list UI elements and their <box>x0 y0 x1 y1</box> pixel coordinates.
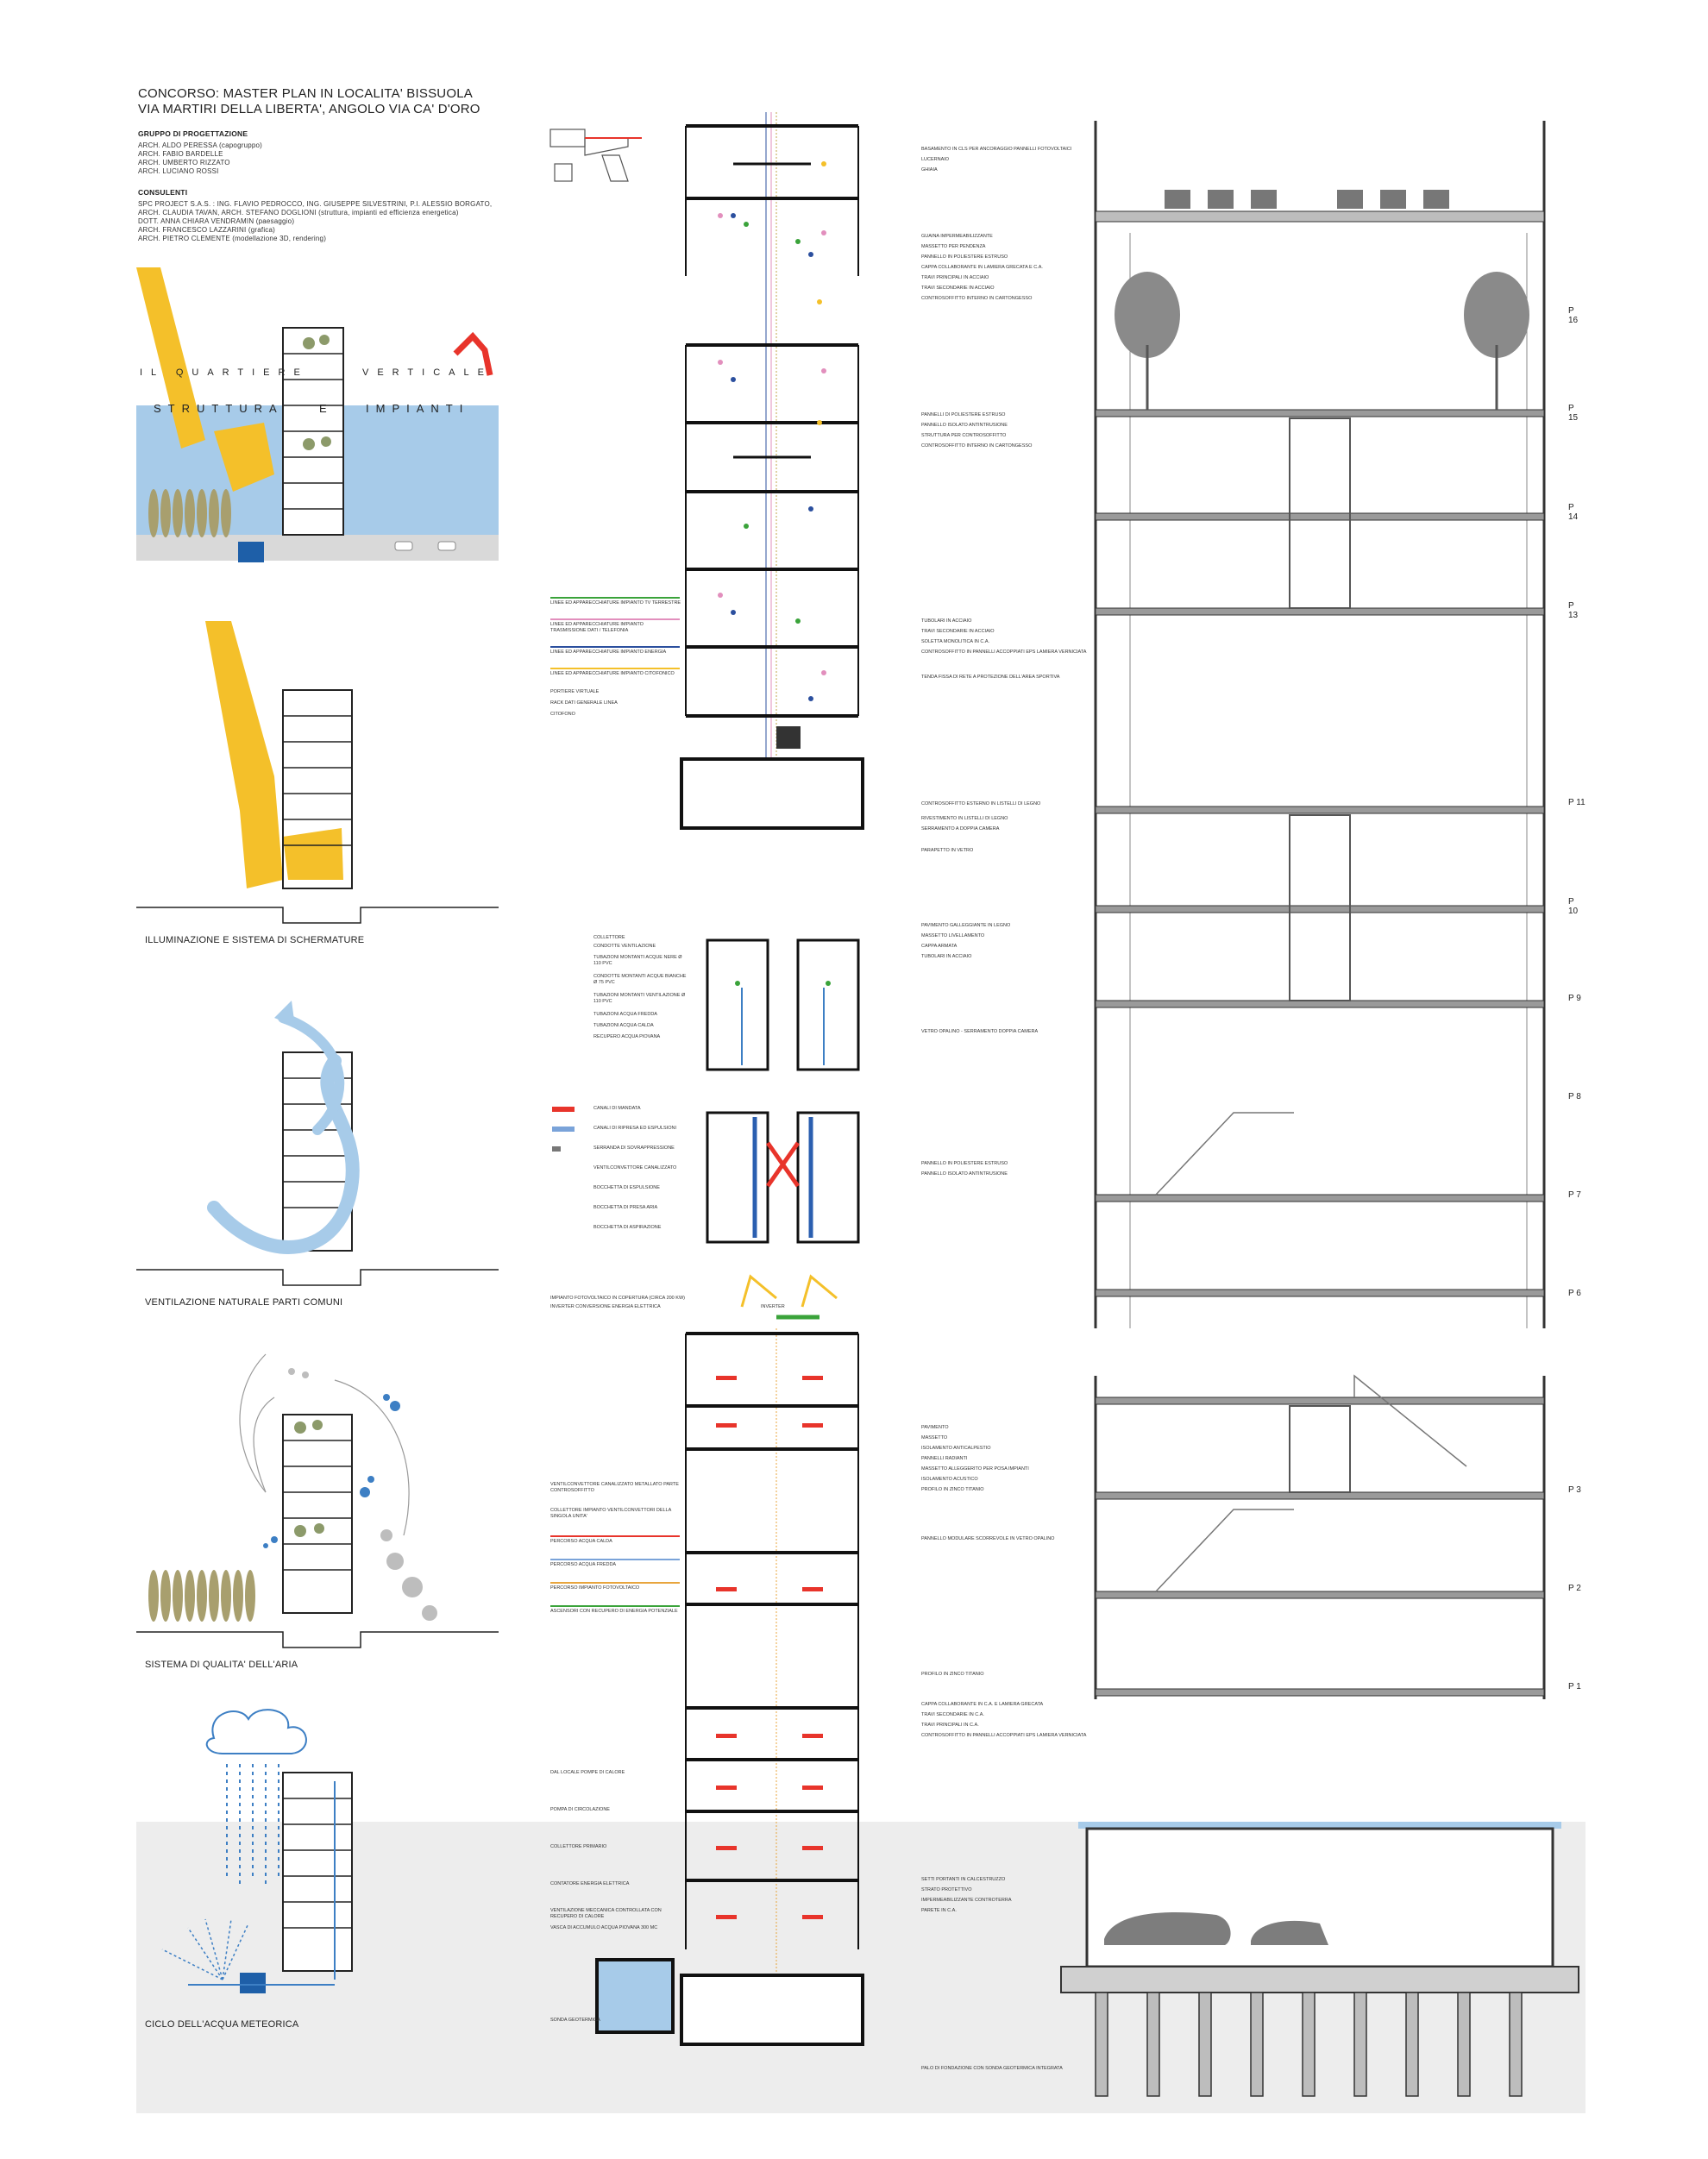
air-quality-diagram <box>136 1346 499 1656</box>
team-member: ARCH. ALDO PERESSA (capogruppo) <box>138 141 263 149</box>
team-member: ARCH. FABIO BARDELLE <box>138 150 223 158</box>
legend-exhaust-vent: BOCCHETTA DI ESPULSIONE <box>593 1185 660 1190</box>
floor-tag: P 7 <box>1568 1190 1581 1200</box>
legend-power-meter: CONTATORE ENERGIA ELETTRICA <box>550 1881 630 1886</box>
note: BASAMENTO IN CLS PER ANCORAGGIO PANNELLI FOTOVOLTAICI <box>921 147 1072 152</box>
consultant: ARCH. CLAUDIA TAVAN, ARCH. STEFANO DOGLIONI (struttura, impianti ed efficienza energetica) <box>138 209 459 217</box>
site-plan-icon <box>550 129 645 190</box>
note: MASSETTO PER PENDENZA <box>921 244 986 249</box>
note: PANNELLO ISOLATO ANTINTRUSIONE <box>921 1171 1008 1177</box>
legend-return-ducts: CANALI DI RIPRESA ED ESPULSIONI <box>593 1126 676 1131</box>
note: PALO DI FONDAZIONE CON SONDA GEOTERMICA INTEGRATA <box>921 2066 1063 2071</box>
legend-inverter: INVERTER CONVERSIONE ENERGIA ELETTRICA <box>550 1304 661 1309</box>
rainwater-diagram <box>136 1704 499 2014</box>
concept-word-impianti: IMPIANTI <box>366 402 470 415</box>
legend-fancoil-metal: VENTILCONVETTORE CANALIZZATO METALLATO PARTE CONTROSOFFITTO <box>550 1482 679 1493</box>
legend-geo-probe: SONDA GEOTERMICA <box>550 2018 600 2023</box>
note: TUBOLARI IN ACCIAIO <box>921 618 972 624</box>
legend-telecom <box>550 592 680 718</box>
floor-tag: P 11 <box>1568 798 1586 807</box>
note: LUCERNAIO <box>921 157 950 162</box>
legend-tank: VASCA DI ACCUMULO ACQUA PIOVANA 300 MC <box>550 1925 658 1930</box>
note: PANNELLO ISOLATO ANTINTRUSIONE <box>921 423 1008 428</box>
consultant: SPC PROJECT S.A.S. : ING. FLAVIO PEDROCCO, ING. GIUSEPPE SILVESTRINI, P.I. ALESSIO BORGATO, <box>138 200 493 208</box>
legend-suction-vent: BOCCHETTA DI ASPIRAZIONE <box>593 1225 662 1230</box>
note: PANNELLI RADIANTI <box>921 1456 968 1461</box>
section-notes-top <box>921 147 1072 302</box>
pv-panels-icon <box>742 1272 845 1324</box>
legend-energy: LINEE ED APPARECCHIATURE IMPIANTO ENERGIA <box>550 646 680 656</box>
note: TRAVI SECONDARIE IN ACCIAIO <box>921 629 995 634</box>
concept-word-verticale: VERTICALE <box>362 367 493 378</box>
panel-label-lighting: ILLUMINAZIONE E SISTEMA DI SCHERMATURE <box>145 935 365 945</box>
legend-virtual-doorman: PORTIERE VIRTUALE <box>550 689 600 694</box>
building-section <box>1078 121 1561 2105</box>
legend-hot-path: PERCORSO ACQUA CALDA <box>550 1535 680 1545</box>
note: STRUTTURA PER CONTROSOFFITTO <box>921 433 1007 438</box>
note: CONTROSOFFITTO INTERNO IN CARTONGESSO <box>921 443 1033 449</box>
note: ISOLAMENTO ANTICALPESTIO <box>921 1446 991 1451</box>
header-block <box>138 86 492 243</box>
team-heading: GRUPPO DI PROGETTAZIONE <box>138 129 248 138</box>
legend-damper: SERRANDA DI SOVRAPPRESSIONE <box>593 1145 675 1151</box>
consultant: ARCH. PIETRO CLEMENTE (modellazione 3D, rendering) <box>138 235 327 242</box>
note: CAPPA COLLABORANTE IN LAMIERA GRECATA E C.A. <box>921 265 1043 270</box>
legend-rain-recovery: RECUPERO ACQUA PIOVANA <box>593 1034 661 1039</box>
legend-citofono: CITOFONO <box>550 712 575 717</box>
legend-collettore: COLLETTORE <box>593 935 625 940</box>
legend-energy-plant <box>550 1482 680 2024</box>
note: TUBOLARI IN ACCIAIO <box>921 954 972 959</box>
note: PAVIMENTO <box>921 1425 949 1430</box>
legend-cold-water: TUBAZIONI ACQUA FREDDA <box>593 1012 657 1017</box>
hvac-legend-swatches <box>552 1107 587 1236</box>
concept-word-quartiere: IL QUARTIERE <box>140 367 309 378</box>
legend-mvhr: VENTILAZIONE MECCANICA CONTROLLATA CON RECUPERO DI CALORE <box>550 1908 662 1919</box>
note: PANNELLO IN POLIESTERE ESTRUSO <box>921 254 1008 260</box>
concept-word-struttura: STRUTTURA <box>154 402 284 415</box>
note: TENDA FISSA DI RETE A PROTEZIONE DELL'AREA SPORTIVA <box>921 675 1060 680</box>
legend-elevators: ASCENSORI CON RECUPERO DI ENERGIA POTENZIALE <box>550 1605 680 1615</box>
note: TRAVI PRINCIPALI IN C.A. <box>921 1723 979 1728</box>
note: TRAVI SECONDARIE IN C.A. <box>921 1712 984 1717</box>
legend-pv <box>550 1296 723 1310</box>
note: PROFILO IN ZINCO TITANIO <box>921 1672 984 1677</box>
note: CONTROSOFFITTO IN PANNELLI ACCOPPIATI EPS LAMIERA VERNICIATA <box>921 1733 1087 1738</box>
note: CAPPA COLLABORANTE IN C.A. E LAMIERA GRECATA <box>921 1702 1044 1707</box>
note: GUAINA IMPERMEABILIZZANTE <box>921 234 993 239</box>
legend-vent-ducts: CONDOTTE VENTILAZIONE <box>593 944 656 949</box>
legend-vent-pipes: TUBAZIONI MONTANTI VENTILAZIONE Ø 110 PVC <box>593 993 686 1004</box>
legend-heat-pumps: DAL LOCALE POMPE DI CALORE <box>550 1770 625 1775</box>
hvac-riser-schematic <box>681 1328 871 2053</box>
note: GHIAIA <box>921 167 938 173</box>
floor-tag: P 10 <box>1568 897 1579 916</box>
consultants-heading: CONSULENTI <box>138 188 188 197</box>
legend-fancoil: VENTILCONVETTORE CANALIZZATO <box>593 1165 677 1171</box>
floor-tag: P 2 <box>1568 1584 1581 1593</box>
title-line-1: CONCORSO: MASTER PLAN IN LOCALITA' BISSUOLA <box>138 86 473 101</box>
legend-supply-ducts: CANALI DI MANDATA <box>593 1106 641 1111</box>
floor-tag: P 1 <box>1568 1682 1581 1691</box>
note: VETRO OPALINO - SERRAMENTO DOPPIA CAMERA <box>921 1029 1039 1034</box>
floor-tag: P 16 <box>1568 306 1579 325</box>
floor-tag: P 15 <box>1568 404 1579 423</box>
floor-tag: P 3 <box>1568 1485 1581 1495</box>
note: CONTROSOFFITTO ESTERNO IN LISTELLI DI LEGNO <box>921 801 1041 806</box>
legend-fancoil-collector: COLLETTORE IMPIANTO VENTILCONVETTORI DELLA SINGOLA UNITA' <box>550 1508 671 1519</box>
note: TRAVI SECONDARIE IN ACCIAIO <box>921 286 995 291</box>
legend-intercom: LINEE ED APPARECCHIATURE IMPIANTO CITOFONICO <box>550 668 680 677</box>
legend-rack: RACK DATI GENERALE LINEA <box>550 700 618 706</box>
ventilation-diagram <box>136 983 499 1294</box>
note: IMPERMEABILIZZANTE CONTROTERRA <box>921 1898 1012 1903</box>
legend-primary-collector: COLLETTORE PRIMARIO <box>550 1844 607 1849</box>
concept-word-e: E <box>319 402 334 415</box>
floor-tag: P 8 <box>1568 1092 1581 1101</box>
title-line-2: VIA MARTIRI DELLA LIBERTA', ANGOLO VIA CA' D'ORO <box>138 102 480 116</box>
note: PANNELLI DI POLIESTERE ESTRUSO <box>921 412 1006 417</box>
note: SERRAMENTO A DOPPIA CAMERA <box>921 826 1000 832</box>
legend-pv-path: PERCORSO IMPIANTO FOTOVOLTAICO <box>550 1582 680 1591</box>
consultant: ARCH. FRANCESCO LAZZARINI (grafica) <box>138 226 276 234</box>
note: MASSETTO ALLEGGERITO PER POSA IMPIANTI <box>921 1466 1029 1472</box>
note: STRATO PROTETTIVO <box>921 1887 972 1892</box>
note: PARETE IN C.A. <box>921 1908 957 1913</box>
bathroom-plumbing-plans <box>703 936 876 1246</box>
section-notes-mid <box>921 412 1087 1177</box>
floor-tag: P 13 <box>1568 601 1579 620</box>
note: PANNELLO MODULARE SCORREVOLE IN VETRO OPALINO <box>921 1536 1055 1541</box>
team-member: ARCH. LUCIANO ROSSI <box>138 167 219 175</box>
note: TRAVI PRINCIPALI IN ACCIAIO <box>921 275 989 280</box>
panel-label-air-quality: SISTEMA DI QUALITA' DELL'ARIA <box>145 1660 298 1670</box>
telecom-riser-schematic <box>681 112 871 837</box>
note: RIVESTIMENTO IN LISTELLI DI LEGNO <box>921 816 1008 821</box>
note: SOLETTA MONOLITICA IN C.A. <box>921 639 990 644</box>
note: PROFILO IN ZINCO TITANIO <box>921 1487 984 1492</box>
note: ISOLAMENTO ACUSTICO <box>921 1477 978 1482</box>
legend-black-water: TUBAZIONI MONTANTI ACQUE NERE Ø 110 PVC <box>593 955 682 966</box>
note: CONTROSOFFITTO INTERNO IN CARTONGESSO <box>921 296 1033 301</box>
team-member: ARCH. UMBERTO RIZZATO <box>138 159 230 166</box>
note: PAVIMENTO GALLEGGIANTE IN LEGNO <box>921 923 1011 928</box>
note: CAPPA ARMATA <box>921 944 958 949</box>
legend-plumbing <box>550 935 688 1040</box>
legend-cold-path: PERCORSO ACQUA FREDDA <box>550 1559 680 1568</box>
note: PANNELLO IN POLIESTERE ESTRUSO <box>921 1161 1008 1166</box>
floor-tag: P 9 <box>1568 994 1581 1003</box>
legend-circ-pump: POMPA DI CIRCOLAZIONE <box>550 1807 610 1812</box>
note: CONTROSOFFITTO IN PANNELLI ACCOPPIATI EPS LAMIERA VERNICIATA <box>921 650 1087 655</box>
consultant: DOTT. ANNA CHIARA VENDRAMIN (paesaggio) <box>138 217 295 225</box>
panel-label-ventilation: VENTILAZIONE NATURALE PARTI COMUNI <box>145 1297 343 1308</box>
floor-tag: P 6 <box>1568 1289 1581 1298</box>
floor-tags <box>1568 0 1586 2159</box>
panel-label-rainwater: CICLO DELL'ACQUA METEORICA <box>145 2019 299 2030</box>
legend-hot-water: TUBAZIONI ACQUA CALDA <box>593 1023 654 1028</box>
legend-tv: LINEE ED APPARECCHIATURE IMPIANTO TV TERRESTRE <box>550 597 680 606</box>
section-notes-low <box>921 1425 1087 2072</box>
note: PARAPETTO IN VETRO <box>921 848 974 853</box>
legend-white-water: CONDOTTE MONTANTI ACQUE BIANCHE Ø 75 PVC <box>593 974 687 985</box>
lighting-diagram <box>136 621 499 932</box>
inverter-label: INVERTER <box>761 1304 785 1309</box>
note: SETTI PORTANTI IN CALCESTRUZZO <box>921 1877 1006 1882</box>
note: MASSETTO <box>921 1435 948 1440</box>
concept-diagram <box>136 267 499 587</box>
note: MASSETTO LIVELLAMENTO <box>921 933 985 938</box>
legend-data: LINEE ED APPARECCHIATURE IMPIANTO TRASMISSIONE DATI / TELEFONIA <box>550 618 680 634</box>
floor-tag: P 14 <box>1568 503 1579 522</box>
legend-intake-vent: BOCCHETTA DI PRESA ARIA <box>593 1205 658 1210</box>
legend-pv-roof: IMPIANTO FOTOVOLTAICO IN COPERTURA (CIRCA 200 KW) <box>550 1296 685 1301</box>
